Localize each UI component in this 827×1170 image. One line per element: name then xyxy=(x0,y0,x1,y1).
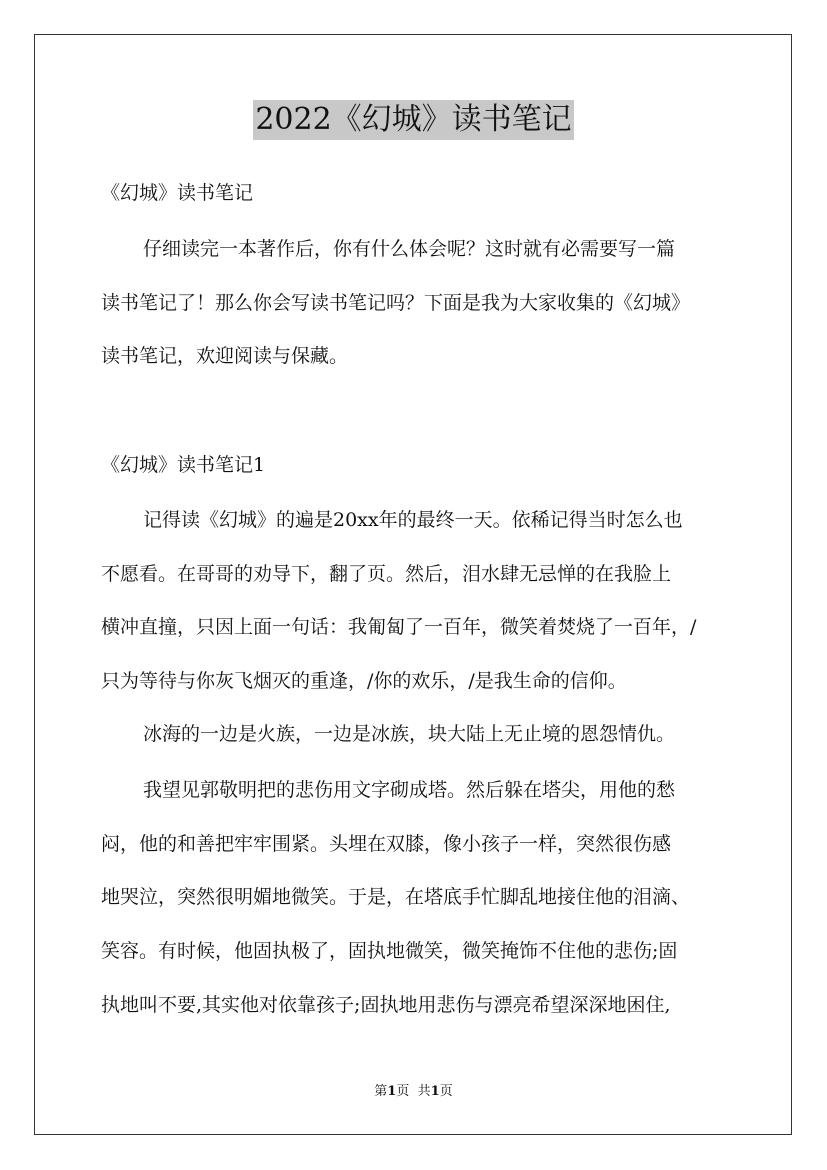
body-line: 笑容。有时候，他固执极了，固执地微笑，微笑掩饰不住他的悲伤;固 xyxy=(101,940,678,962)
footer-total-label-pre: 共 xyxy=(417,1084,431,1099)
body-line: 记得读《幻城》的遍是20xx年的最终一天。依稀记得当时怎么也 xyxy=(143,509,683,531)
body-line: 闷，他的和善把牢牢围紧。头埋在双膝，像小孩子一样，突然很伤感 xyxy=(101,833,672,855)
footer-total-label-post: 页 xyxy=(439,1084,453,1099)
body-line: 我望见郭敬明把的悲伤用文字砌成塔。然后躲在塔尖，用他的愁 xyxy=(143,779,676,801)
body-line: 横冲直撞，只因上面一句话：我匍匐了一百年，微笑着焚烧了一百年，/ xyxy=(101,616,697,638)
body-line: 不愿看。在哥哥的劝导下，翻了页。然后，泪水肆无忌惮的在我脸上 xyxy=(101,563,672,585)
intro-line: 读书笔记，欢迎阅读与保藏。 xyxy=(101,345,349,367)
title-container xyxy=(0,100,827,140)
body-line: 只为等待与你灰飞烟灭的重逢，/你的欢乐，/是我生命的信仰。 xyxy=(101,670,627,692)
footer-page-number: 1 xyxy=(387,1084,397,1099)
body-line: 地哭泣，突然很明媚地微笑。于是，在塔底手忙脚乱地接住他的泪滴、 xyxy=(101,886,691,908)
intro-line: 读书笔记了！那么你会写读书笔记吗？下面是我为大家收集的《幻城》 xyxy=(101,292,691,314)
page-footer xyxy=(0,1083,827,1101)
footer-page-label-mid: 页 xyxy=(396,1084,410,1099)
body-line: 冰海的一边是火族，一边是冰族，块大陆上无止境的恩怨情仇。 xyxy=(143,723,676,745)
footer-page-label-pre: 第 xyxy=(374,1084,388,1099)
document-title: 2022《幻城》读书笔记 xyxy=(253,100,573,140)
subtitle: 《幻城》读书笔记 xyxy=(101,182,254,204)
body-line: 执地叫不要,其实他对依靠孩子;固执地用悲伤与漂亮希望深深地困住, xyxy=(101,994,671,1016)
section-heading: 《幻城》读书笔记1 xyxy=(101,454,266,476)
intro-line: 仔细读完一本著作后，你有什么体会呢？这时就有必需要写一篇 xyxy=(143,238,676,260)
footer-total-number: 1 xyxy=(430,1084,440,1099)
